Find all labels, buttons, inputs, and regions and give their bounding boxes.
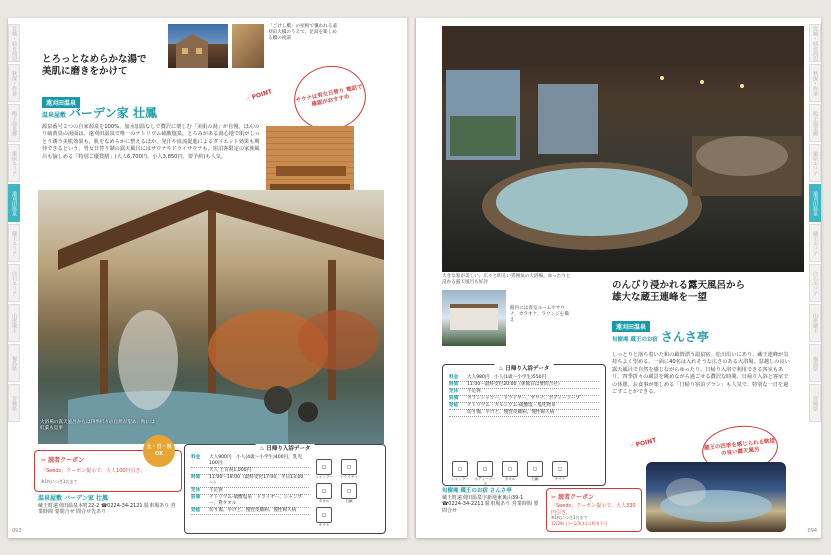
amenity-item — [499, 461, 521, 487]
data-row-value: 切り傷、やけど、慢性皮膚病、慢性婦人病 — [467, 410, 555, 415]
area-tag: 遠刈田温泉 — [612, 314, 650, 333]
side-tab[interactable]: 栗原エリア — [809, 144, 821, 182]
side-tab[interactable]: 宮城県 — [809, 384, 821, 422]
footer-inn-info: 蔵王町遠刈田温泉本町22-2 ☎0224-34-2121 駐車場あり 営業時間 要問合せ 問合せ先あり — [38, 502, 176, 516]
inn-name: バーデン家 壮鳳 — [69, 106, 157, 120]
sauna-photo — [266, 126, 354, 200]
data-row — [191, 508, 309, 515]
description: 源泉番号２つの自家源泉を100%、加水加温なしで贅沢に楽しむ「美肌の湯」が自慢。ほんのり硫黄臭の湯面は、遠刈田温泉で唯一のナトリウム硫酸塩泉。とろみがある湯心地で肌がしっとり潤う美肌効果も。肌をなめらかに整えるほか、発汗や血流促進によるダイエット効果も期待できるという。男女日替り制の露天風呂にはサウナやドライサウナも。宿泊客限定の家族風呂も愉しめる「特別ご優賞膳」(大人6,700円、小人3,850円、要予約)も人気。 — [42, 124, 260, 160]
left-page — [8, 18, 408, 538]
indoor-bath-photo — [442, 26, 804, 272]
amenity-icon: ◻ — [316, 507, 332, 523]
amenity-item — [524, 461, 546, 487]
amenity-item — [313, 459, 335, 480]
point-label: ☝ POINT — [245, 88, 274, 103]
side-tab[interactable]: 白石エリア — [8, 264, 20, 302]
amenity-item — [338, 459, 360, 480]
data-row — [191, 495, 309, 508]
side-tab[interactable]: 福島県 — [809, 344, 821, 382]
amenity-item — [313, 507, 335, 528]
side-tab[interactable]: 蔵王エリア — [8, 224, 20, 262]
coupon-text: 「Seeds」クーポン提示で、大人330円引き。 — [551, 503, 636, 516]
amenity-label: ドライヤー — [340, 475, 358, 479]
area-tag: 遠刈田温泉 — [42, 90, 80, 109]
data-row — [191, 455, 309, 468]
footer-inn — [38, 496, 178, 516]
data-row-value: 不定休 — [209, 488, 223, 493]
data-row-key: 定休 — [449, 389, 459, 394]
inn-name: さんさ亭 — [660, 330, 709, 344]
side-tab[interactable]: 山形蔵王 — [809, 304, 821, 342]
amenity-label: シャンプー — [315, 475, 333, 479]
side-tab[interactable]: 蔵王エリア — [809, 224, 821, 262]
left-side-tabs — [8, 24, 20, 422]
point-circle: サウナは男女日替り 電話で確認がおすすめ — [288, 59, 372, 137]
amenity-item — [313, 483, 335, 504]
footbath-photo — [232, 24, 264, 68]
data-row-value: カランシャワー、ドライヤー、サウナ、ボディーソープ — [467, 396, 581, 401]
data-row — [449, 403, 599, 410]
data-row-key: 定休 — [191, 488, 201, 493]
data-row — [449, 389, 599, 396]
indoor-photo-caption: 大きな窓が美しい、広々と明るい雰囲気の大浴場。ゆったりと浸かる露天風呂も好評 — [442, 274, 571, 285]
side-tab[interactable]: 宮城県 — [8, 384, 20, 422]
open-air-bath-photo — [38, 190, 384, 444]
coupon-note: ※1枚につき1名まで — [41, 479, 78, 484]
data-title: ♨ 日帰り入浴データ — [256, 444, 315, 452]
side-tab[interactable]: 遠刈田温泉 — [809, 184, 821, 222]
amenity-icon: ◻ — [477, 461, 493, 477]
side-tab[interactable]: 秋保・作並 — [809, 64, 821, 102]
page-number: 093 — [12, 528, 22, 534]
data-row-key — [449, 410, 467, 416]
amenity-item — [474, 461, 496, 487]
coupon-note: ※1枚につき1名まで — [551, 515, 588, 520]
point-circle: 蔵王の四季を感じられる眺望の良い露天風呂 — [700, 422, 780, 476]
amenity-icon: ◻ — [527, 461, 543, 477]
headline: とろっとなめらかな湯で 美肌に磨きをかけて — [42, 54, 147, 77]
right-side-tabs — [809, 24, 821, 422]
data-row-key: 設備 — [449, 396, 459, 401]
amenity-label: サウナ — [318, 523, 330, 527]
side-tab[interactable]: 鳴子温泉郷 — [8, 104, 20, 142]
side-tab[interactable]: 白石エリア — [809, 264, 821, 302]
footer-inn-name: 旬樹庵 蔵王のお宿 さんさ亭 — [442, 488, 512, 494]
bath-photo-caption: 大浴場の露天風呂からは四季折々の自然が望め、秋には紅葉も見事 — [40, 420, 155, 431]
description: しっとりと落ち着いた和の風情漂う温泉宿。松川沿いにあり、蔵王連峰が気持ちよく望める。一面に40名は入れそうな広さのある大浴場。窓越しの良い露天風呂で自然を感じながらゆったり。日帰り入浴で利用できる客室もあり、四季折々の風景を眺めながら過ごせる贅沢な時間。日帰り入浴と客室での休憩、お食事が楽しめる「日帰り宿泊プラン」も人気で、特別な一日を過ごすことができる。 — [612, 352, 790, 396]
side-tab[interactable]: 鳴子温泉郷 — [809, 104, 821, 142]
day-bath-data — [184, 444, 386, 534]
data-title: ♨ 日帰り入浴データ — [495, 364, 554, 372]
point-label: ☝ POINT — [629, 436, 658, 451]
amenity-item — [549, 461, 571, 487]
data-row-value: 切り傷、やけど、慢性皮膚病、慢性婦人病 — [209, 508, 297, 513]
amenity-label: 石鹸 — [345, 499, 353, 503]
side-tab[interactable]: 栗原エリア — [8, 144, 20, 182]
data-row — [449, 410, 599, 417]
amenity-icon: ◻ — [452, 461, 468, 477]
footer-inn-name: 温泉屋敷 バーデン家 壮鳳 — [38, 495, 109, 502]
data-row-key — [191, 468, 209, 474]
page-number: 094 — [807, 528, 817, 534]
data-row — [191, 475, 309, 488]
amenity-icon: ◻ — [316, 459, 332, 475]
footer-inn-info: 蔵王町遠刈田温泉字新地東裏山39-1 ☎0224-34-2211 駐車場あり 営業時間 要問合せ — [442, 494, 539, 514]
data-row-value: 大人 土日祝1,000円 — [209, 468, 252, 473]
side-tab[interactable]: 宮城・仙台周辺 — [809, 24, 821, 62]
day-bath-data — [442, 364, 606, 486]
top-caption: 「ごけし橋」の屋根で覆われる遠刈田大橋のうえで、足湯を楽しめる橋の袂湯 — [268, 24, 337, 41]
amenity-label: 石鹸 — [531, 477, 539, 481]
amenity-label: シャンプー — [451, 477, 469, 481]
right-page — [416, 18, 821, 538]
data-row — [449, 382, 599, 389]
side-tab[interactable]: 福島県 — [8, 344, 20, 382]
amenity-icon: ◻ — [552, 461, 568, 477]
footer-inn — [442, 488, 542, 514]
coupon-title: ✂ 読者クーポン — [41, 457, 85, 464]
data-row-key: 料金 — [191, 455, 201, 460]
amenity-icon: ◻ — [502, 461, 518, 477]
side-tab[interactable]: 遠刈田温泉 — [8, 184, 20, 222]
data-row-value: 大人980円 小人(1歳～小学生)550円 — [467, 375, 547, 380]
inn-title — [42, 104, 157, 121]
data-row — [449, 396, 599, 403]
amenity-label: タオル — [504, 477, 516, 481]
inn-type: 温泉屋敷 — [42, 112, 67, 119]
data-row — [191, 488, 309, 495]
reader-coupon — [34, 444, 182, 492]
coupon-title: ✂ 読者クーポン — [551, 494, 595, 501]
data-row-value: 不定休 — [467, 389, 481, 394]
data-row-key: 料金 — [449, 375, 459, 380]
coupon-text: 「Seeds」クーポン提示で、大人100円引き。 — [41, 468, 146, 474]
headline: のんびり浸かれる露天風呂から 雄大な蔵王連峰を一望 — [612, 280, 746, 303]
amenity-item — [338, 483, 360, 504]
reader-coupon — [546, 488, 642, 532]
coupon-period: 12/29(土)～1/3(木)は利用不可 — [551, 521, 608, 526]
amenity-icon: ◻ — [341, 483, 357, 499]
data-row-value: ナトリウム-硫酸塩泉 ドライヤー、シャンプー、貸タオル — [209, 495, 303, 506]
inn-type: 旬樹庵 蔵王のお宿 — [612, 337, 658, 343]
data-row-value: 11:00～最終受付20:00（休館日は要問合せ） — [467, 382, 563, 387]
inn-caption: 館内には客室ルームやサウナ、カラオケ、ラウンジを備え — [510, 306, 569, 323]
side-tab[interactable]: 秋保・作並 — [8, 64, 20, 102]
data-row-key: 設備 — [191, 495, 201, 500]
coupon-badge: 土・日・祝OK — [143, 435, 175, 467]
amenity-label: サウナ — [554, 477, 566, 481]
data-row — [191, 468, 309, 475]
data-row-key: 時間 — [449, 382, 459, 387]
data-row-key: 効能 — [449, 403, 459, 408]
night-bath-photo — [646, 462, 786, 532]
data-row-key: 効能 — [191, 508, 201, 513]
amenity-item — [449, 461, 471, 487]
side-tab[interactable]: 宮城・仙台周辺 — [8, 24, 20, 62]
amenity-icon: ◻ — [316, 483, 332, 499]
data-row — [449, 375, 599, 382]
data-row-value: ナトリウム・カルシウム-硫酸塩・塩化物泉 — [467, 403, 556, 408]
amenity-label: タオル — [318, 499, 330, 503]
data-row-value: 11:00～18:00（最終受付17:00、平日13:00～） — [209, 475, 304, 486]
amenity-label: ボディーソープ — [474, 477, 496, 486]
data-row-value: 大人900円 小人(4歳～小学生)400円、乳児100円 — [209, 455, 302, 466]
amenity-icon: ◻ — [341, 459, 357, 475]
building-photo — [168, 24, 228, 68]
inn-exterior-photo — [442, 290, 506, 346]
side-tab[interactable]: 山形蔵王 — [8, 304, 20, 342]
inn-title — [612, 328, 709, 345]
data-row-key: 時間 — [191, 475, 201, 480]
